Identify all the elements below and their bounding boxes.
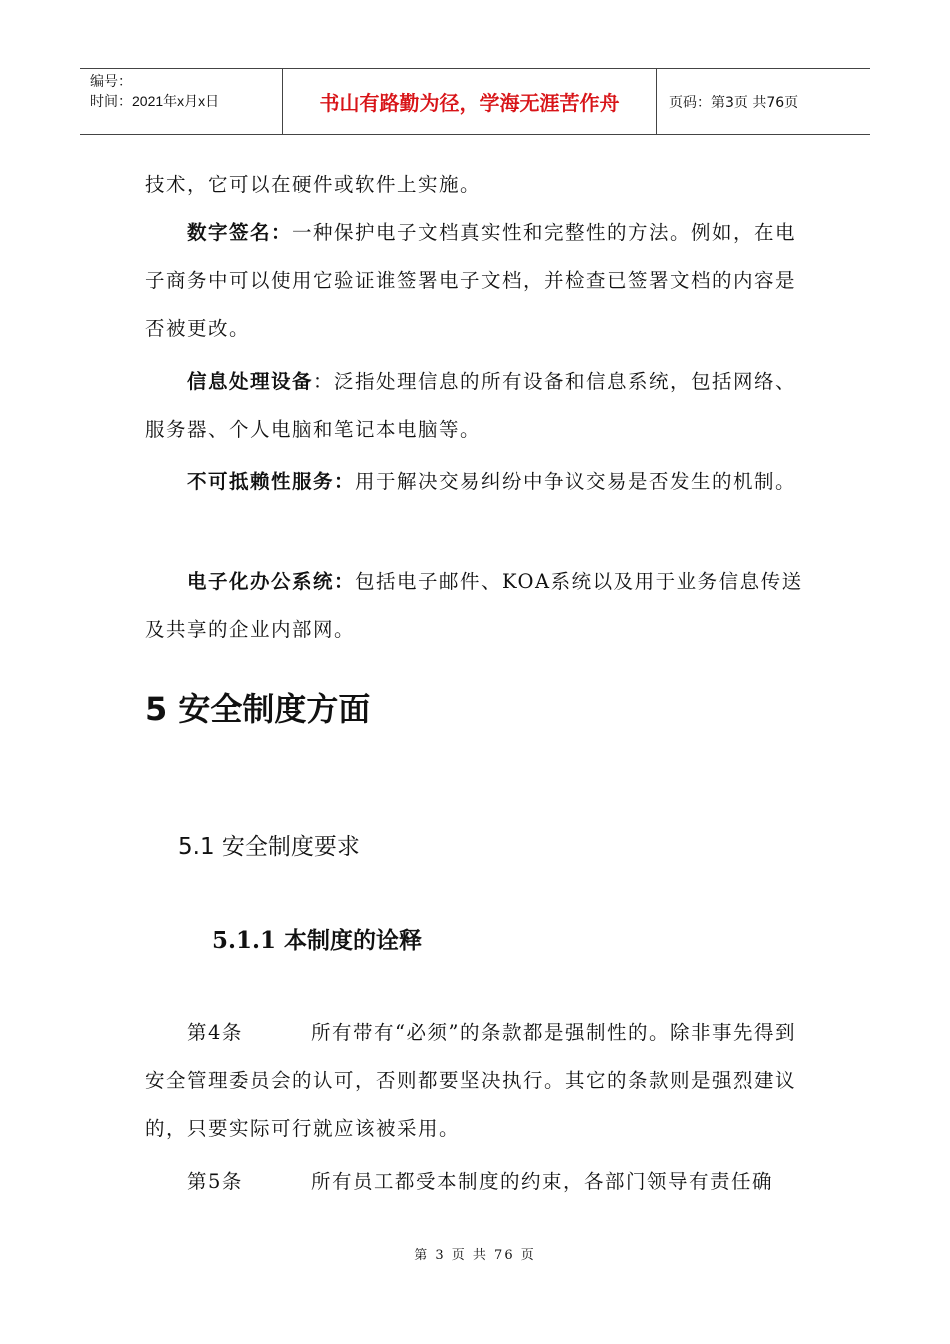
- section-heading-5-1-1: 5.1.1 本制度的诠释: [212, 927, 423, 954]
- definition-term: 信息处理设备: [187, 370, 314, 393]
- definition-text: ：泛指处理信息的所有设备和信息系统，包括网络、服务器、个人电脑和笔记本电脑等。: [145, 370, 797, 441]
- paragraph-continued: [145, 161, 810, 209]
- article-text: 所有带有“必须”的条款都是强制性的。除非事先得到安全管理委员会的认可，否则都要坚决执行。其它的条款则是强烈建议的，只要实际可行就应该被采用。: [145, 1021, 797, 1140]
- page-header: [80, 68, 870, 135]
- definition-text: 一种保护电子文档真实性和完整性的方法。例如，在电子商务中可以使用它验证谁签署电子文档，并检查已签署文档的内容是否被更改。: [145, 221, 797, 340]
- document-time-label: 时间：2021年x月x日: [90, 93, 220, 109]
- article-4: [145, 1009, 810, 1153]
- article-label: 第5条: [187, 1170, 243, 1193]
- article-text: 所有员工都受本制度的约束，各部门领导有责任确: [311, 1170, 774, 1193]
- header-motto: 书山有路勤为径，学海无涯苦作舟: [282, 69, 657, 134]
- definition-digital-signature: [145, 209, 810, 353]
- definition-non-repudiation: [145, 458, 810, 506]
- definition-text: 用于解决交易纠纷中争议交易是否发生的机制。: [355, 470, 797, 493]
- document-number-label: 编号：: [90, 73, 132, 89]
- section-heading-5-1: 5.1 安全制度要求: [178, 834, 360, 860]
- definition-text: 包括电子邮件、KOA系统以及用于业务信息传送及共享的企业内部网。: [145, 570, 803, 641]
- section-heading-5: 5 安全制度方面: [145, 690, 371, 728]
- definition-term: 电子化办公系统：: [187, 570, 356, 593]
- definition-term: 不可抵赖性服务：: [187, 470, 356, 493]
- definition-electronic-office-system: [145, 558, 810, 654]
- article-5: [145, 1158, 810, 1206]
- header-page-info: 页码：第3页 共76页: [669, 94, 799, 111]
- paragraph-text: 技术，它可以在硬件或软件上实施。: [145, 173, 482, 196]
- header-meta: [80, 69, 282, 134]
- definition-info-processing-device: [145, 358, 810, 454]
- article-label: 第4条: [187, 1021, 243, 1044]
- definition-term: 数字签名：: [187, 221, 293, 244]
- page-footer: 第 3 页 共 76 页: [414, 1248, 536, 1263]
